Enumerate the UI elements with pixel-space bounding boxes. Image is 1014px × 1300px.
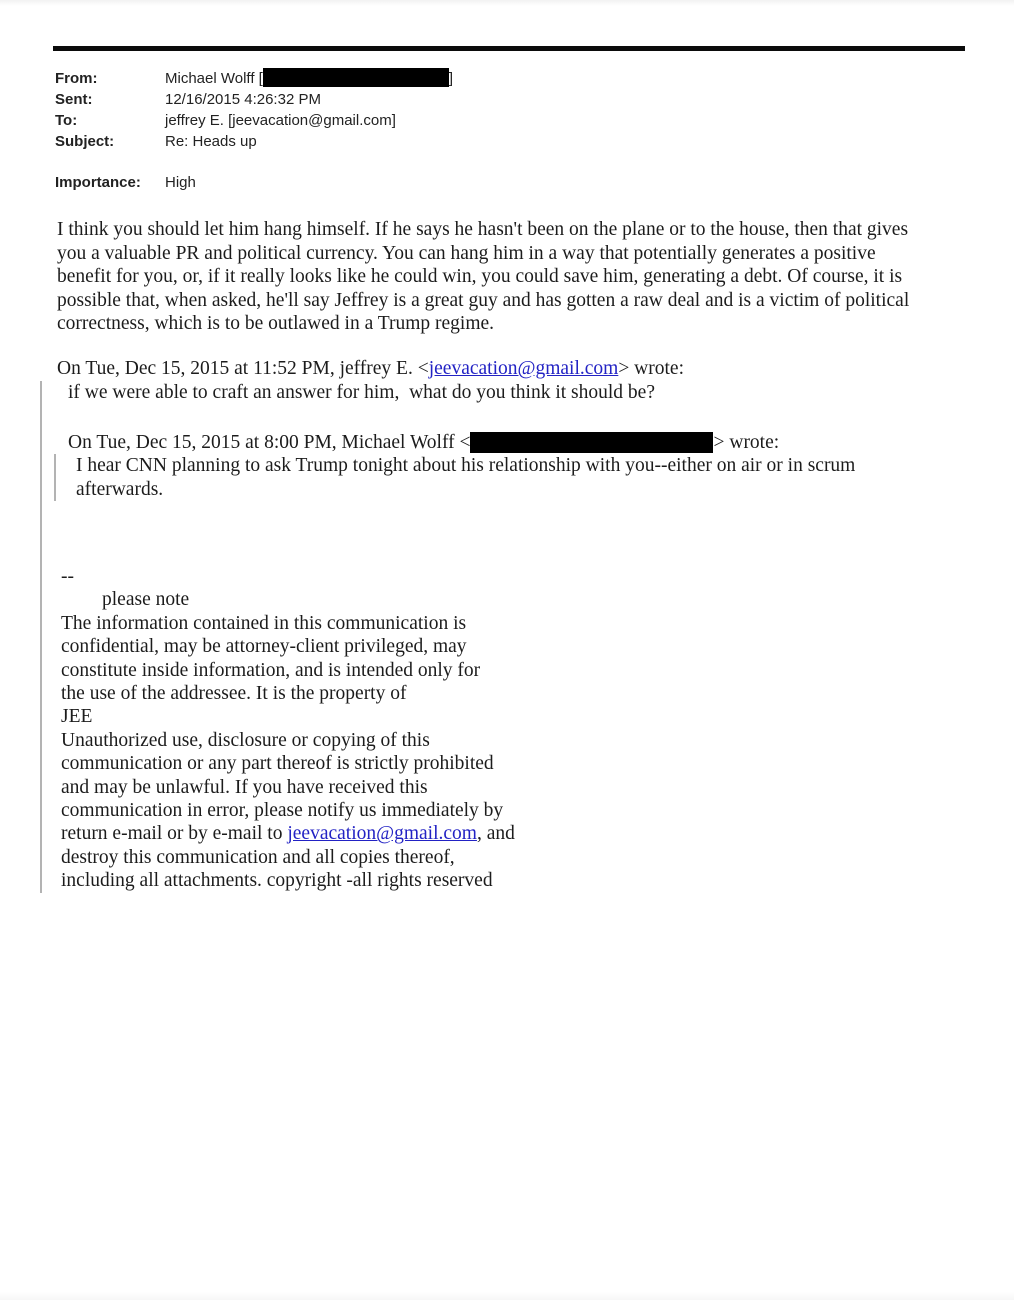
disclaimer-line: The information contained in this communication is <box>61 612 467 634</box>
redaction-bar-from-address <box>263 68 449 87</box>
body-line: I think you should let him hang himself. If he says he hasn't been on the plane or to the house, then that gives <box>57 219 909 240</box>
disclaimer-line: Unauthorized use, disclosure or copying of this <box>61 729 430 751</box>
disclaimer-line-with-link: return e-mail or by e-mail to jeevacation@gmail.com, and <box>61 823 515 845</box>
header-divider-rule <box>53 46 965 51</box>
quoted-message-level1 <box>40 381 920 893</box>
from-label: From: <box>55 70 98 87</box>
subject-label: Subject: <box>55 133 115 150</box>
email-header <box>55 68 755 193</box>
message-body <box>57 218 957 336</box>
disclaimer-line: destroy this communication and all copies thereof, <box>61 846 455 868</box>
sent-label: Sent: <box>55 91 93 108</box>
sent-value: 12/16/2015 4:26:32 PM <box>165 91 321 108</box>
disclaimer-line: the use of the addressee. It is the property of <box>61 683 407 705</box>
disclaimer-line: and may be unlawful. If you have received this <box>61 776 428 798</box>
disclaimer-line: constitute inside information, and is intended only for <box>61 659 481 681</box>
please-note-line: please note <box>102 589 190 611</box>
importance-value: High <box>165 174 196 191</box>
quote2-line: afterwards. <box>76 478 164 500</box>
spacer <box>68 405 920 431</box>
body-line: correctness, which is to be outlawed in a Trump regime. <box>57 313 495 334</box>
subject-value: Re: Heads up <box>165 133 257 150</box>
jeevacation-email-link[interactable]: jeevacation@gmail.com <box>428 358 619 379</box>
quote2-attribution: On Tue, Dec 15, 2015 at 8:00 PM, Michael Wolff < > wrote: <box>68 431 780 453</box>
body-line: possible that, when asked, he'll say Jeffrey is a great guy and has gotten a raw deal and is a victim of political <box>57 289 910 311</box>
importance-label: Importance: <box>55 174 141 191</box>
quote1-message: if we were able to craft an answer for him, what do you think it should be? <box>68 382 655 403</box>
redaction-bar-wolff-address <box>470 432 713 453</box>
body-line: you a valuable PR and political currency. You can hang him in a way that potentially generates a positive <box>57 242 876 264</box>
quote1-attribution: On Tue, Dec 15, 2015 at 11:52 PM, jeffrey E. <jeevacation@gmail.com> wrote: <box>57 358 685 379</box>
header-row-to <box>55 110 755 131</box>
from-value: Michael Wolff [ ] <box>165 70 453 87</box>
to-label: To: <box>55 112 78 129</box>
quoted-message-level2 <box>54 454 920 501</box>
header-row-subject <box>55 131 755 152</box>
jeevacation-email-link[interactable]: jeevacation@gmail.com <box>287 823 477 845</box>
quote2-line: I hear CNN planning to ask Trump tonight about his relationship with you--either on air or in scrum <box>76 455 856 476</box>
disclaimer-line: communication in error, please notify us immediately by <box>61 800 504 822</box>
disclaimer-line: communication or any part thereof is strictly prohibited <box>61 753 494 775</box>
signature-disclaimer <box>61 565 920 893</box>
to-value: jeffrey E. [jeevacation@gmail.com] <box>165 112 396 129</box>
disclaimer-line: JEE <box>61 706 93 728</box>
header-row-from <box>55 68 755 89</box>
header-row-sent <box>55 89 755 110</box>
disclaimer-line: confidential, may be attorney-client privileged, may <box>61 636 467 658</box>
spacer <box>68 501 920 565</box>
disclaimer-line: including all attachments. copyright -all rights reserved <box>61 870 493 892</box>
body-line: benefit for you, or, if it really looks like he could win, you could save him, generating a debt. Of course, it is <box>57 266 903 287</box>
signature-separator: -- <box>61 566 74 587</box>
header-row-importance <box>55 172 755 193</box>
